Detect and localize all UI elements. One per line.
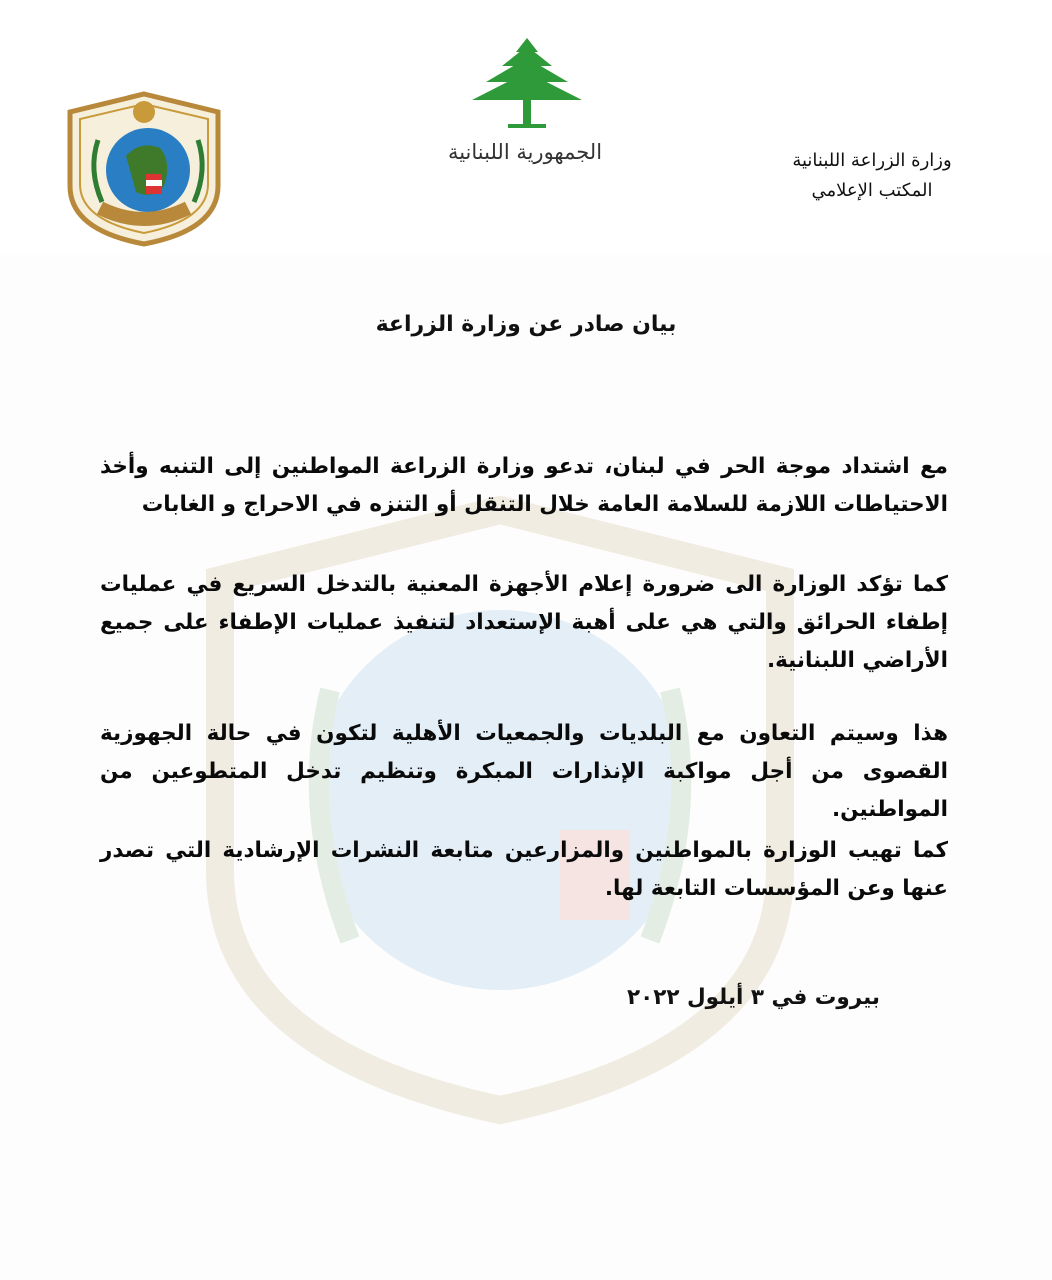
paragraph-heatwave: مع اشتداد موجة الحر في لبنان، تدعو وزارة الزراعة المواطنين إلى التنبه وأخذ الاحتياطات اللازمة للسلامة العامة خلال التنقل أو التنزه في الاحراج و الغابات (100, 454, 948, 517)
statement-title: بيان صادر عن وزارة الزراعة (375, 312, 677, 337)
paragraph-guidance: كما تهيب الوزارة بالمواطنين والمزارعين متابعة النشرات الإرشادية التي تصدر عنها وعن المؤسسات التابعة لها. (100, 838, 948, 901)
media-office: المكتب الإعلامي (811, 180, 933, 201)
ministry-name: وزارة الزراعة اللبنانية (792, 150, 952, 171)
ministry-emblem-logo (60, 90, 228, 248)
date-signoff: بيروت في ٣ أيلول ٢٠٢٢ (627, 985, 880, 1010)
paragraph-firefighting: كما تؤكد الوزارة الى ضرورة إعلام الأجهزة المعنية بالتدخل السريع في عمليات إطفاء الحرائق والتي هي على أهبة الإستعداد لتنفيذ عمليات الإطفاء على جميع الأراضي اللبنانية. (100, 572, 948, 673)
republic-label: الجمهورية اللبنانية (447, 140, 603, 164)
ministry-letterhead-text (742, 146, 1002, 206)
paragraph-cooperation: هذا وسيتم التعاون مع البلديات والجمعيات الأهلية لتكون في حالة الجهوزية القصوى من أجل مواكبة الإنذارات المبكرة وتنظيم تدخل المتطوعين من المواطنين. (100, 721, 948, 822)
cedar-emblem (468, 36, 586, 132)
